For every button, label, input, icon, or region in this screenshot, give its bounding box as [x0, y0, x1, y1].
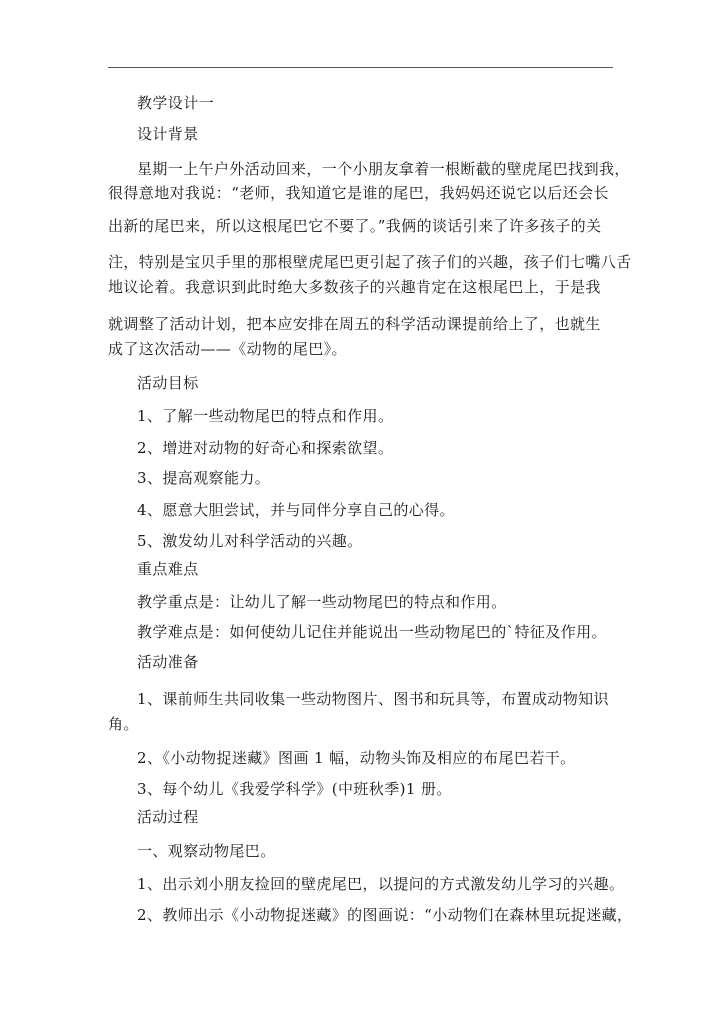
prep-line: 3、每个幼儿《我爱学科学》(中班秋季)1 册。: [137, 780, 452, 798]
goal-item: 1、了解一些动物尾巴的特点和作用。: [137, 407, 394, 425]
section-heading-goals: 活动目标: [137, 374, 199, 392]
prep-line: 2、《小动物捉迷藏》图画 1 幅，动物头饰及相应的布尾巴若干。: [137, 749, 576, 767]
key-point: 教学重点是：让幼儿了解一些动物尾巴的特点和作用。: [137, 593, 507, 611]
paragraph-line: 注，特别是宝贝手里的那根壁虎尾巴更引起了孩子们的兴趣，孩子们七嘴八舌: [108, 253, 632, 271]
header-rule: [108, 67, 613, 68]
process-line: 2、教师出示《小动物捉迷藏》的图画说：“小动物们在森林里玩捉迷藏，: [137, 906, 633, 924]
section-heading-prep: 活动准备: [137, 653, 199, 671]
paragraph-line: 就调整了活动计划，把本应安排在周五的科学活动课提前给上了，也就生: [108, 315, 601, 333]
paragraph-line: 地议论着。我意识到此时绝大多数孩子的兴趣肯定在这根尾巴上，于是我: [108, 278, 601, 296]
goal-item: 4、愿意大胆尝试，并与同伴分享自己的心得。: [137, 501, 455, 519]
process-line: 一、观察动物尾巴。: [137, 842, 276, 860]
section-heading-process: 活动过程: [137, 808, 199, 826]
paragraph-line: 出新的尾巴来，所以这根尾巴它不要了。”我俩的谈话引来了许多孩子的关: [108, 217, 602, 235]
section-heading-background: 设计背景: [137, 125, 199, 143]
prep-line: 1、课前师生共同收集一些动物图片、图书和玩具等，布置成动物知识: [137, 690, 609, 708]
goal-item: 3、提高观察能力。: [137, 469, 271, 487]
doc-title: 教学设计一: [137, 94, 215, 112]
process-line: 1、出示刘小朋友捡回的壁虎尾巴，以提问的方式激发幼儿学习的兴趣。: [137, 875, 625, 893]
goal-item: 5、激发幼儿对科学活动的兴趣。: [137, 532, 363, 550]
prep-line: 角。: [108, 715, 139, 733]
paragraph-line: 成了这次活动——《动物的尾巴》。: [108, 340, 347, 358]
section-heading-key: 重点难点: [137, 560, 199, 578]
paragraph-line: 很得意地对我说：“老师，我知道它是谁的尾巴，我妈妈还说它以后还会长: [108, 184, 609, 202]
paragraph-line: 星期一上午户外活动回来，一个小朋友拿着一根断截的壁虎尾巴找到我，: [137, 160, 630, 178]
goal-item: 2、增进对动物的好奇心和探索欲望。: [137, 439, 394, 457]
key-point: 教学难点是：如何使幼儿记住并能说出一些动物尾巴的`特征及作用。: [137, 623, 607, 641]
